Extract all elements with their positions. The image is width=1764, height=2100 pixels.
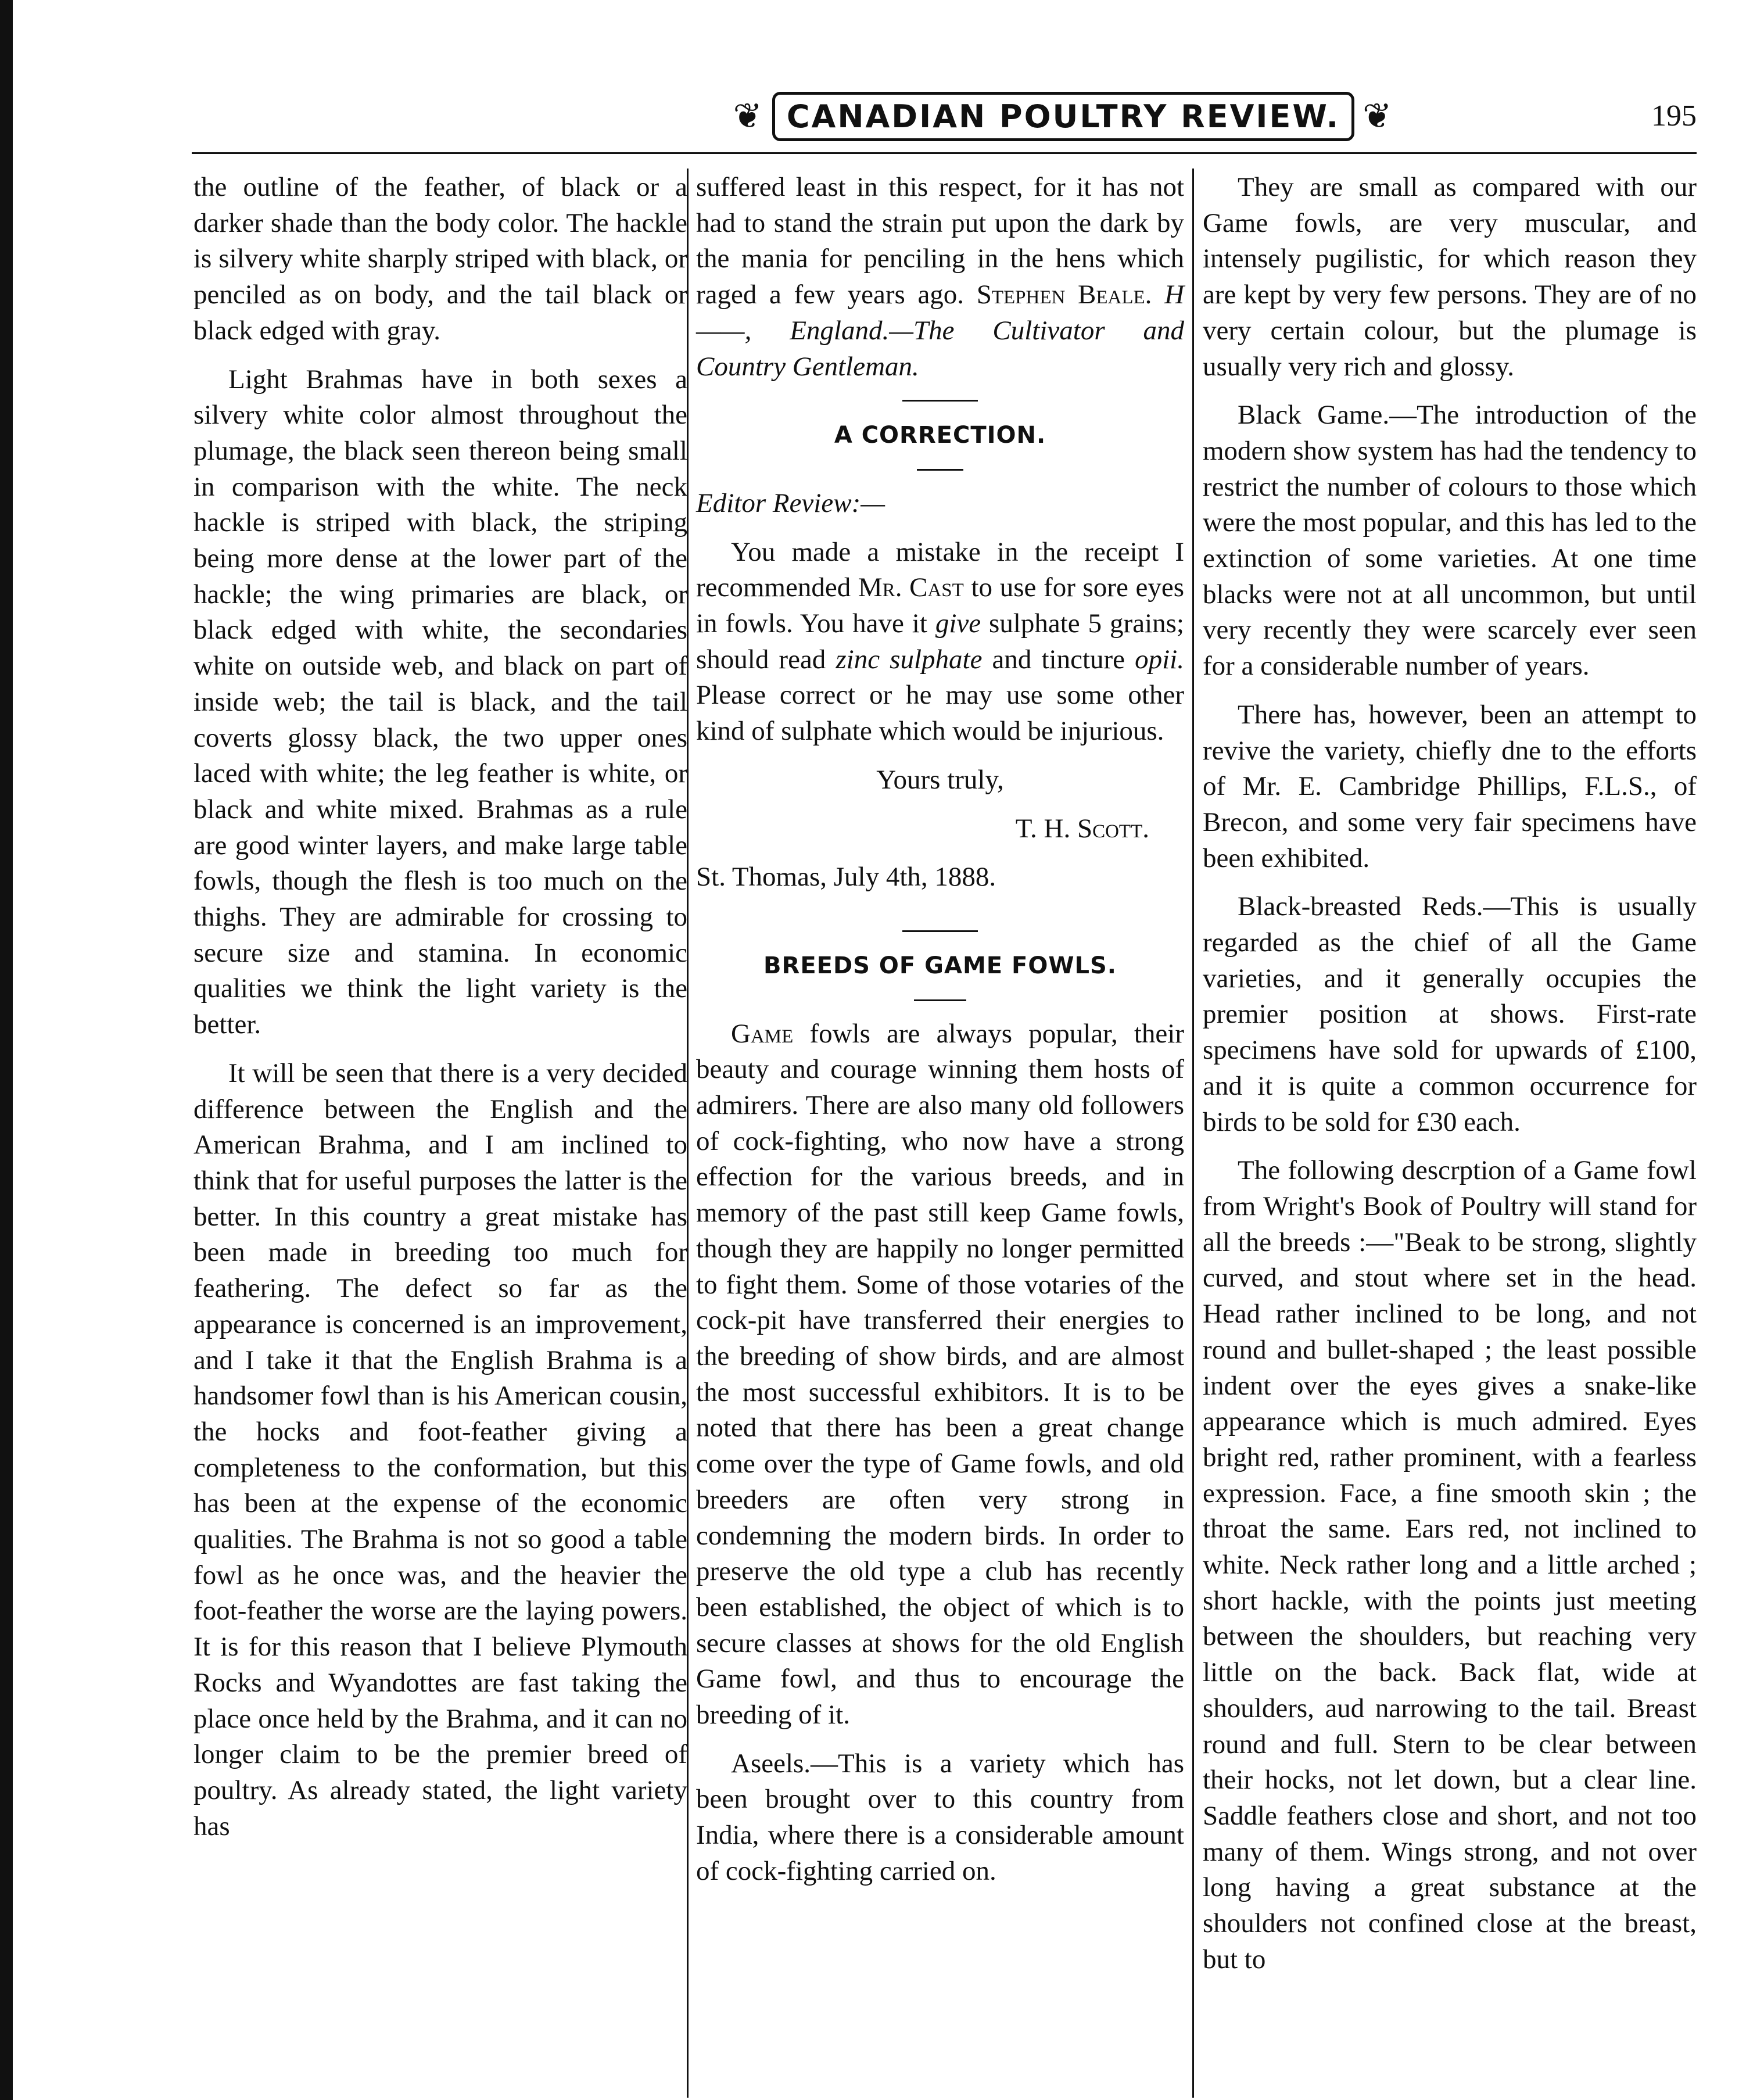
italic-run: opii. bbox=[1135, 644, 1184, 675]
paragraph-text: suffered least in this respect, for it has not had to stand the strain put upon the dark by the mania for penciling in the hens which raged a few years ago. bbox=[696, 172, 1184, 310]
masthead bbox=[668, 87, 1458, 145]
paragraph: the outline of the feather, of black or a darker shade than the body color. The hackle is silvery white sharply striped with black, or penciled as on body, and the tail black or black edged with gray. bbox=[193, 172, 687, 346]
letter-signature: T. H. Scott. bbox=[1015, 813, 1149, 844]
paragraph: They are small as compared with our Game fowls, are very muscular, and intensely pugilistic, for which reason they are kept by very few persons. They are of no very certain colour, but the plumage is usually very rich and glossy. bbox=[1203, 172, 1697, 382]
text-run: and tincture bbox=[982, 644, 1135, 675]
column-divider-2 bbox=[1192, 169, 1194, 2098]
section-divider bbox=[902, 930, 978, 932]
paragraph: Black Game.—The introduction of the modern show system has had the tendency to restrict the number of colours to those which were the most popular, and this has led to the extinction of some varieties. At one time blacks were not at all uncommon, but until very recently they were scarcely ever seen for a considerable number of years. bbox=[1203, 400, 1697, 682]
paragraph: Black-breasted Reds.—This is usually regarded as the chief of all the Game varieties, and it generally occupies the premier position at shows. First-rate specimens have sold for upwards of £100, and it is quite a common occurrence for birds to be sold for £30 each. bbox=[1203, 891, 1697, 1137]
paragraph: Aseels.—This is a variety which has been brought over to this country from India, where there is a considerable amount of cock-fighting carried on. bbox=[696, 1748, 1184, 1886]
text-run: sulphate 5 grains; should read bbox=[696, 608, 1184, 675]
letter-closing: Yours truly, bbox=[876, 764, 1004, 795]
paragraph bbox=[696, 170, 1184, 385]
paragraph: The following descrption of a Game fowl from Wright's Book of Poultry will stand for all the breeds :—"Beak to be strong, slightly curved, and stout where set in the head. Head rather inclined to be long, and not round and bullet-shaped ; the least possible indent over the eyes gives a snake-like appearance which is much admired. Eyes bright red, rather prominent, with a fearless expression. Face, a fine smooth skin ; the throat the same. Ears red, not inclined to white. Neck rather long and a little arched ; short hackle, with the points just meeting between the shoulders, but reaching very little on the back. Back flat, wide at shoulders, aud narrowing to the tail. Breast round and full. Stern to be clear between their hocks, not let down, but a clear line. Saddle feathers close and short, and not too many of them. Wings strong, and not over long having a great substance at the shoulders not confined close at the breast, but to bbox=[1203, 1155, 1697, 1974]
letter-body bbox=[696, 535, 1184, 750]
text-run: to use for sore eyes in fowls. You have it bbox=[696, 572, 1184, 639]
page-spine-edge bbox=[0, 0, 13, 2100]
paragraph: There has, however, been an attempt to revive the variety, chiefly dne to the efforts of Mr. E. Cambridge Phillips, F.L.S., of Brecon, and some very fair specimens have been exhibited. bbox=[1203, 699, 1697, 873]
italic-run: give bbox=[935, 608, 981, 639]
paragraph: It will be seen that there is a very decided difference between the English and the American Brahma, and I am inclined to think that for useful purposes the latter is the better. In this country a great mistake has been made in breeding too much for feathering. The defect so far as the appearance is concerned is an improvement, and I take it that the English Brahma is a handsomer fowl than is his American cousin, the hocks and foot-feather giving a completeness to the conformation, but this has been at the expense of the economic qualities. The Brahma is not so good a table fowl as he once was, and the heavier the foot-feather the worse are the laying powers. It is for this reason that I believe Plymouth Rocks and Wyandottes are fast taking the place once held by the Brahma, and it can no longer claim to be the premier breed of poultry. As already stated, the light variety has bbox=[193, 1058, 687, 1841]
header bbox=[192, 87, 1697, 151]
name-run: Mr. Cast bbox=[858, 572, 964, 603]
page-number: 195 bbox=[1651, 99, 1697, 132]
column-1 bbox=[193, 170, 687, 1857]
author-name: Stephen Beale. bbox=[976, 279, 1152, 310]
header-rule bbox=[192, 152, 1697, 154]
section-divider bbox=[914, 999, 966, 1001]
section-heading: A CORRECTION. bbox=[834, 422, 1046, 449]
masthead-title: CANADIAN POULTRY REVIEW. bbox=[772, 92, 1354, 141]
lead-word: Game bbox=[731, 1018, 794, 1049]
column-3 bbox=[1203, 170, 1697, 1990]
section-heading: BREEDS OF GAME FOWLS. bbox=[763, 952, 1117, 979]
italic-run: zinc sulphate bbox=[836, 644, 983, 675]
author-place: H——, England.—The Cultivator and Country Gentleman. bbox=[696, 279, 1185, 382]
text-run: Please correct or he may use some other kind of sulphate which would be injurious. bbox=[696, 680, 1184, 747]
paragraph: Light Brahmas have in both sexes a silvery white color almost throughout the plumage, the black seen thereon being small in comparison with the white. The neck hackle is striped with black, the striping being more dense at the lower part of the hackle; the wing primaries are black, or black edged with white, the secondaries white on outside web, and black on part of inside web; the tail is black, and the tail coverts glossy black, the two upper ones laced with white; the leg feather is white, or black and white mixed. Brahmas as a rule are good winter layers, and make large table fowls, though the flesh is too much on the thighs. They are admirable for crossing to secure size and stamina. In economic qualities we think the light variety is the better. bbox=[193, 364, 687, 1040]
salutation: Editor Review:— bbox=[696, 488, 885, 518]
text-run: You made a mistake in the receipt I recommended bbox=[696, 536, 1184, 603]
section-divider bbox=[917, 469, 963, 471]
letter-dateline: St. Thomas, July 4th, 1888. bbox=[696, 862, 996, 893]
section-divider bbox=[902, 400, 978, 402]
column-2 bbox=[696, 170, 1184, 1902]
paragraph-text: fowls are always popular, their beauty and courage winning them hosts of admirers. There are also many old followers of cock-fighting, who now have a strong effection for the various breeds, and in memory of the past still keep Game fowls, though they are happily no longer permitted to fight them. Some of those votaries of the cock-pit have transferred their energies to the breeding of show birds, and are almost the most successful exhibitors. It is to be noted that there has been a great change come over the type of Game fowls, and old breeders are often very strong in condemning the modern birds. In order to preserve the old type a club has recently been established, the object of which is to secure classes at shows for the old English Game fowl, and thus to encourage the breeding of it. bbox=[696, 1018, 1184, 1730]
ornament-right-icon: ❦ bbox=[1363, 96, 1394, 137]
ornament-left-icon: ❦ bbox=[733, 96, 764, 137]
paragraph bbox=[696, 1016, 1184, 1733]
